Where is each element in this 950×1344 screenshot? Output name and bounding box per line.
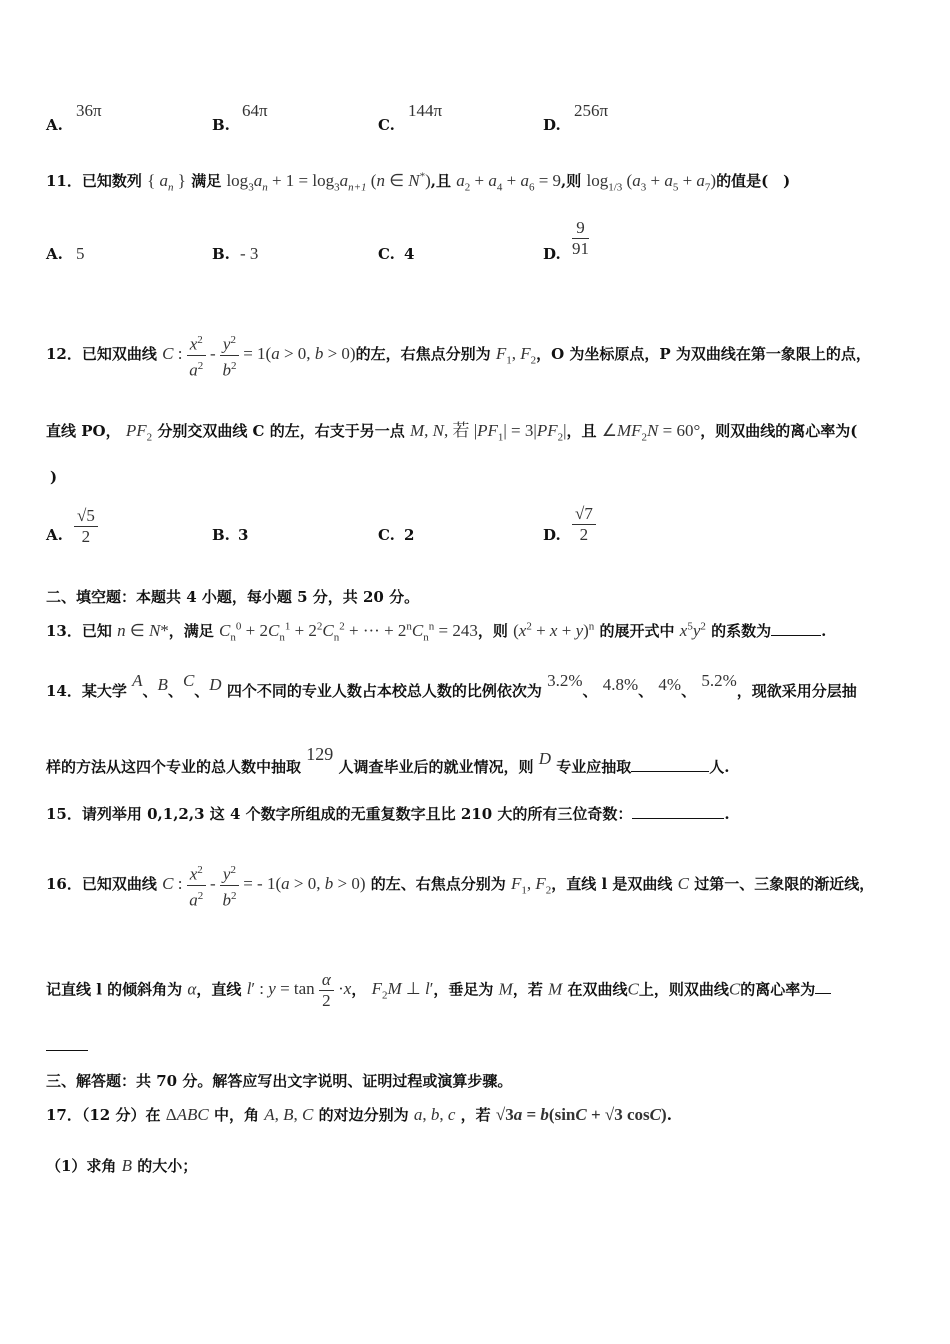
percent-value: 3.2% bbox=[547, 671, 583, 690]
q13-text: . bbox=[821, 622, 827, 640]
q11-option-d-fraction bbox=[572, 218, 589, 259]
q11-number: 11． bbox=[46, 172, 82, 190]
q10-option-c-label: C. bbox=[378, 116, 395, 134]
q12-text: 的左，右焦点分别为 bbox=[355, 345, 491, 364]
q16-text: 记直线 l 的倾斜角为 bbox=[46, 980, 183, 999]
answer-blank-continuation[interactable] bbox=[46, 1050, 88, 1051]
q12-text: ，则双曲线的离心率为( bbox=[700, 422, 858, 440]
q15-text: 请列举用 0,1,2,3 这 4 个数字所组成的无重复数字且比 210 大的所有三位奇数： bbox=[81, 805, 633, 823]
q12-option-a-fraction bbox=[74, 506, 98, 547]
q17-part1-text: 的大小； bbox=[137, 1157, 198, 1175]
q14-text: 某大学 bbox=[81, 682, 127, 700]
q16-text: 的左、右焦点分别为 bbox=[370, 875, 506, 894]
q10-option-c-value: 144π bbox=[408, 101, 443, 120]
q16-text: 的离心率为 bbox=[740, 980, 816, 999]
q11-text: 的值是( ) bbox=[716, 172, 791, 190]
separator: 、 bbox=[142, 682, 158, 700]
q11-option-b-label: B. bbox=[212, 245, 230, 263]
q12-option-b-value: 3 bbox=[238, 526, 249, 544]
q16-text: ，直线 l 是双曲线 bbox=[551, 875, 673, 894]
q13-text: ，则 bbox=[477, 622, 508, 640]
q10-option-d-value: 256π bbox=[574, 101, 609, 120]
fraction-denominator: 2 bbox=[81, 527, 91, 546]
fraction-numerator: √5 bbox=[74, 506, 98, 527]
separator: 、 bbox=[194, 682, 210, 700]
question-15 bbox=[46, 803, 730, 824]
q17-text: ，若 bbox=[460, 1106, 491, 1124]
q12-option-a-label: A. bbox=[46, 526, 63, 544]
answer-blank[interactable] bbox=[815, 979, 831, 994]
q17-number: 17． bbox=[46, 1106, 82, 1124]
section-3-heading: 三、解答题：共 70 分。解答应写出文字说明、证明过程或演算步骤。 bbox=[46, 1072, 513, 1090]
separator: 、 bbox=[582, 682, 598, 700]
q11-option-d-label: D. bbox=[543, 245, 561, 263]
separator: 、 bbox=[681, 682, 697, 700]
q11-option-c-value: 4 bbox=[404, 245, 415, 263]
separator: 、 bbox=[167, 682, 183, 700]
q11-text: 已知数列 bbox=[81, 172, 142, 190]
fraction-numerator: √7 bbox=[572, 504, 596, 525]
question-14-line1: 14．某大学 A、B、C、D 四个不同的专业人数占本校总人数的比例依次为 3.2%、 4.8%、 4%、 5.2%，现欲采用分层抽 bbox=[46, 671, 857, 700]
question-13: 13．已知 n ∈ N*，满足 $C_n^0 + 2C_n^1 + 2^2C_n^2$ + ··· + $2^nC_n^n = 243$，则 $(x^2 + x + y)^n$ 的展开式中 $x^5y^2$ 的系数为 . bbox=[46, 620, 827, 644]
q16-text: ，若 bbox=[512, 980, 543, 999]
question-12-line2: 直线 PO， $PF_2$ 分别交双曲线 C 的左，右支于另一点 M, N, 若 $|PF_1| = 3|PF_2|$，且 $\angle MF_2N = 60^\circ$，则双曲线的离心率为( bbox=[46, 421, 858, 444]
q16-text: ，直线 bbox=[196, 980, 242, 999]
q10-option-d-label: D. bbox=[543, 116, 561, 134]
percent-value: 4.8% bbox=[602, 675, 639, 694]
q11-text: ,且 bbox=[430, 172, 452, 190]
q16-text: 过第一、三象限的渐近线， bbox=[694, 875, 875, 894]
q16-text: 已知双曲线 bbox=[81, 875, 157, 894]
q12-text: ) bbox=[50, 468, 58, 486]
q12-text: 分别交双曲线 C 的左，右支于另一点 bbox=[157, 422, 405, 440]
q13-text: ，满足 bbox=[168, 622, 214, 640]
q14-text: ，现欲采用分层抽 bbox=[736, 682, 857, 700]
q16-text: 上，则双曲线 bbox=[638, 980, 729, 999]
q13-text: 的展开式中 bbox=[599, 622, 675, 640]
question-17-part-1: （1）求角 B 的大小； bbox=[46, 1156, 198, 1175]
q11-option-a-label: A. bbox=[46, 245, 63, 263]
fraction-numerator: 9 bbox=[572, 218, 589, 239]
q16-text: ， bbox=[351, 980, 367, 999]
section-2-heading: 二、填空题：本题共 4 小题，每小题 5 分，共 20 分。 bbox=[46, 588, 420, 606]
q15-number: 15． bbox=[46, 805, 82, 823]
question-16-line1: 16．已知双曲线 C : $\frac{x^2}{a^2}$ - $\frac{y^2}{b^2}$ = - 1(a > 0, b > 0) 的左、右焦点分别为 $F_1$, $F_2$，直线 l 是双曲线 C 过第一、三象限的渐近线， bbox=[46, 860, 874, 910]
q10-option-a-value: 36π bbox=[76, 101, 102, 120]
answer-blank[interactable] bbox=[632, 804, 724, 819]
q11-option-c-label: C. bbox=[378, 245, 395, 263]
q14-text: 人调查毕业后的就业情况，则 bbox=[338, 758, 534, 776]
q14-text: 专业应抽取 bbox=[556, 758, 632, 776]
question-12-line1: 12．已知双曲线 C : $\frac{x^2}{a^2}$ - $\frac{y^2}{b^2}$ = 1(a > 0, b > 0)的左，右焦点分别为 $F_1$, $F_2$，O 为坐标原点，P 为双曲线在第一象限上的点， bbox=[46, 330, 871, 380]
q12-text: ，O 为坐标原点，P 为双曲线在第一象限上的点， bbox=[536, 345, 871, 364]
q14-number: 14． bbox=[46, 682, 82, 700]
sample-count: 129 bbox=[306, 744, 334, 764]
q17-part1-text: （1）求角 bbox=[46, 1157, 117, 1175]
q12-option-c-label: C. bbox=[378, 526, 395, 544]
question-17: 17．（12 分）在 ΔABC 中，角 A, B, C 的对边分别为 a, b, c ，若 √3a = b(sinC + √3 cosC). bbox=[46, 1105, 672, 1124]
q17-text: . bbox=[666, 1106, 672, 1124]
q17-text: 中，角 bbox=[214, 1106, 260, 1124]
q13-number: 13． bbox=[46, 622, 82, 640]
q12-option-b-label: B. bbox=[212, 526, 230, 544]
q12-text: 直线 PO， bbox=[46, 422, 121, 440]
percent-value: 4% bbox=[658, 675, 682, 694]
q12-number: 12． bbox=[46, 345, 82, 364]
q14-text: 人. bbox=[709, 758, 730, 776]
q16-number: 16． bbox=[46, 875, 82, 894]
q12-option-c-value: 2 bbox=[404, 526, 415, 544]
q10-option-b-value: 64π bbox=[242, 101, 268, 120]
q15-text: . bbox=[724, 805, 730, 823]
q12-text: ，且 bbox=[566, 422, 597, 440]
fraction-denominator: 91 bbox=[572, 239, 589, 258]
percent-value: 5.2% bbox=[701, 671, 737, 690]
q12-option-d-fraction bbox=[572, 504, 596, 545]
question-11: 11．已知数列 { $a_n$ } 满足 $\log_3a_n + 1 = \log_3a_{n+1}$ (n ∈ N*),且 $a_2 + a_4 + a_6 = 9$,则 $\log_{1/3} (a_3 + a_5 + a_7)$的值是( ) bbox=[46, 170, 791, 194]
q17-text: （12 分）在 bbox=[81, 1106, 161, 1124]
q10-option-b-label: B. bbox=[212, 116, 230, 134]
question-16-line2: 记直线 l 的倾斜角为 α，直线 l′ : y = tan $\frac{\alpha}{2}$ ·x， $F_2M$ ⊥ l′，垂足为 M，若 M 在双曲线C上，则双曲线C的离心率为 bbox=[46, 970, 831, 1011]
q16-text: 在双曲线 bbox=[567, 980, 628, 999]
q12-option-d-label: D. bbox=[543, 526, 561, 544]
q13-text: 的系数为 bbox=[711, 622, 772, 640]
q10-option-a-label: A. bbox=[46, 116, 63, 134]
q17-text: 的对边分别为 bbox=[318, 1106, 409, 1124]
question-14-line2: 样的方法从这四个专业的总人数中抽取 129 人调查毕业后的就业情况，则 D 专业应抽取 人. bbox=[46, 744, 730, 776]
q11-text: 满足 bbox=[191, 172, 222, 190]
q11-option-a-value: 5 bbox=[76, 244, 85, 263]
q11-option-b-value: - 3 bbox=[240, 244, 259, 263]
answer-blank[interactable] bbox=[771, 621, 821, 636]
q13-text: 已知 bbox=[81, 622, 112, 640]
q16-text: ，垂足为 bbox=[433, 980, 494, 999]
separator: 、 bbox=[638, 682, 654, 700]
fraction-denominator: 2 bbox=[579, 525, 589, 544]
q11-text: ,则 bbox=[561, 172, 582, 190]
q14-text: 样的方法从这四个专业的总人数中抽取 bbox=[46, 758, 302, 776]
q12-text: 已知双曲线 bbox=[81, 345, 157, 364]
answer-blank[interactable] bbox=[631, 757, 709, 772]
q14-text: 四个不同的专业人数占本校总人数的比例依次为 bbox=[226, 682, 542, 700]
